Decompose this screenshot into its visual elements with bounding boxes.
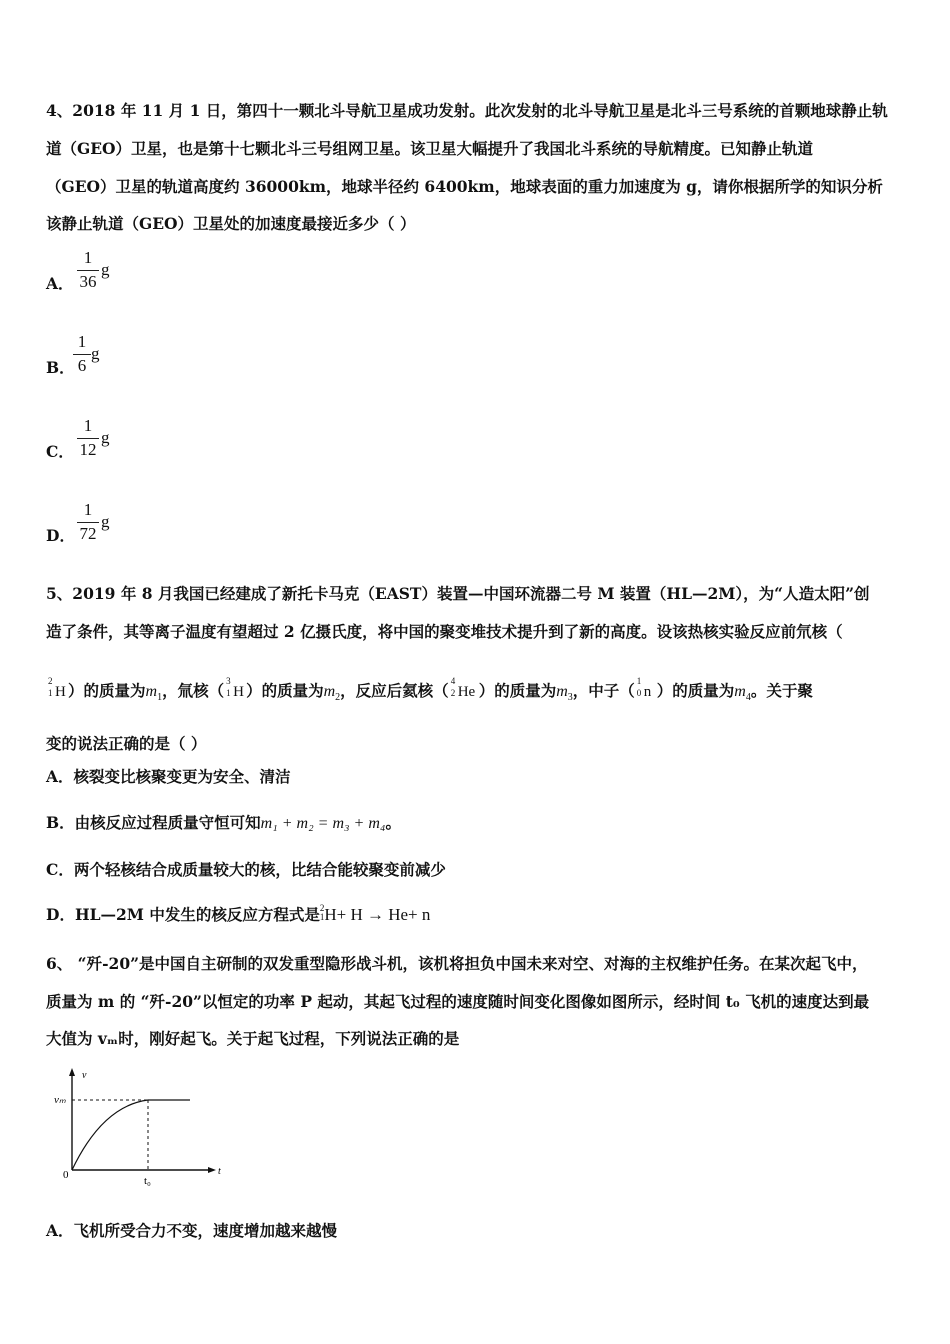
text: ，氚核（ xyxy=(162,681,225,700)
fraction-numerator: 1 xyxy=(77,332,87,351)
q6-line-2: 质量为 m 的 “歼-20”以恒定的功率 P 起动，其起飞过程的速度随时间变化图像如图所示，经时间 t₀ 飞机的速度达到最 xyxy=(46,992,870,1011)
text: ）的质量为 xyxy=(246,681,324,700)
tritium-symbol: 3 1 H xyxy=(226,676,244,700)
q4-line-1: 4、2018 年 11 月 1 日，第四十一颗北斗导航卫星成功发射。此次发射的北斗导航卫星是北斗三号系统的首颗地球静止轨 xyxy=(46,101,888,120)
helium-symbol: 4 2 He xyxy=(450,676,476,700)
q6-line-1: 6、 “歼-20”是中国自主研制的双发重型隐形战斗机，该机将担负中国未来对空、对海的主权维护任务。在某次起飞中， xyxy=(46,954,868,973)
unit-g: g xyxy=(91,344,100,363)
origin-label: 0 xyxy=(63,1169,69,1181)
unit-g: g xyxy=(101,260,110,279)
fraction-bar xyxy=(77,270,99,271)
x-axis-label: t xyxy=(218,1166,221,1177)
mass-m4: $m_4$ xyxy=(734,683,751,704)
x-axis-arrow xyxy=(208,1167,216,1173)
fraction-denominator: 72 xyxy=(79,524,97,543)
reaction-equation: 2 1H+ H → He+ n xyxy=(319,903,431,924)
mass-m2: $m_2$ xyxy=(323,683,341,704)
fraction-bar xyxy=(77,438,99,439)
q5-line-1: 5、2019 年 8 月我国已经建成了新托卡马克（EAST）装置—中国环流器二号 M 装置（HL—2M），为“人造太阳”创 xyxy=(46,584,870,603)
text: 。 xyxy=(385,813,401,832)
text: ，中子（ xyxy=(572,681,635,700)
velocity-curve xyxy=(72,1100,148,1170)
unit-g: g xyxy=(101,512,110,531)
y-axis-arrow xyxy=(69,1068,75,1076)
q5-line-2: 造了条件，其等离子温度有望超过 2 亿摄氏度，将中国的聚变堆技术提升到了新的高度。设该热核实验反应前氘核（ xyxy=(46,622,843,641)
fraction-denominator: 36 xyxy=(79,272,97,291)
q4-option-c-label: C． xyxy=(46,442,74,461)
fraction-numerator: 1 xyxy=(83,248,93,267)
mass-equation: m₁ + m₂ = m₃ + m₄ xyxy=(260,815,386,832)
fraction-denominator: 12 xyxy=(79,440,97,459)
q5-option-c: C．两个轻核结合成质量较大的核，比结合能较聚变前减少 xyxy=(46,860,446,879)
velocity-time-graph xyxy=(52,1068,232,1190)
fraction-denominator: 6 xyxy=(77,356,87,375)
q6-option-a: A．飞机所受合力不变，速度增加越来越慢 xyxy=(46,1221,338,1240)
unit-g: g xyxy=(101,428,110,447)
text: ）的质量为 xyxy=(478,681,557,700)
q4-line-3: （GEO）卫星的轨道高度约 36000km，地球半径约 6400km，地球表面的重力加速度为 g，请你根据所学的知识分析 xyxy=(46,177,883,196)
fraction-numerator: 1 xyxy=(83,416,93,435)
mass-m3: $m_3$ xyxy=(556,683,573,704)
q5-line-3 xyxy=(46,676,910,709)
t0-label: t₀ xyxy=(144,1175,151,1187)
q4-option-a-label: A． xyxy=(46,274,74,293)
text: ，反应后氦核（ xyxy=(340,681,449,700)
q5-option-b xyxy=(46,812,910,835)
neutron-symbol: 1 0 n xyxy=(636,676,652,700)
text: ）的质量为 xyxy=(656,681,735,700)
text: 。关于聚 xyxy=(750,681,813,700)
fraction-bar xyxy=(77,522,99,523)
q4-line-2: 道（GEO）卫星，也是第十七颗北斗三号组网卫星。该卫星大幅提升了我国北斗系统的导航精度。已知静止轨道 xyxy=(46,139,814,158)
deuterium-symbol: 2 1 H xyxy=(48,676,66,700)
vm-label: vₘ xyxy=(54,1094,66,1106)
text: D．HL—2M 中发生的核反应方程式是 xyxy=(46,905,320,924)
q5-option-a: A．核裂变比核聚变更为安全、清洁 xyxy=(46,767,291,786)
q5-line-4: 变的说法正确的是（ ） xyxy=(46,734,207,753)
q4-option-d-label: D． xyxy=(46,526,75,545)
q6-line-3: 大值为 vₘ时，刚好起飞。关于起飞过程，下列说法正确的是 xyxy=(46,1029,460,1048)
mass-m1: $m_1$ xyxy=(145,683,163,704)
text: ）的质量为 xyxy=(68,681,146,700)
q4-option-b-label: B． xyxy=(46,358,75,377)
q5-option-d xyxy=(46,904,910,926)
fraction-numerator: 1 xyxy=(83,500,93,519)
fraction-bar xyxy=(73,354,91,355)
text: B．由核反应过程质量守恒可知 xyxy=(46,813,261,832)
y-axis-label: v xyxy=(82,1070,87,1081)
q4-line-4: 该静止轨道（GEO）卫星处的加速度最接近多少（ ） xyxy=(46,214,416,233)
